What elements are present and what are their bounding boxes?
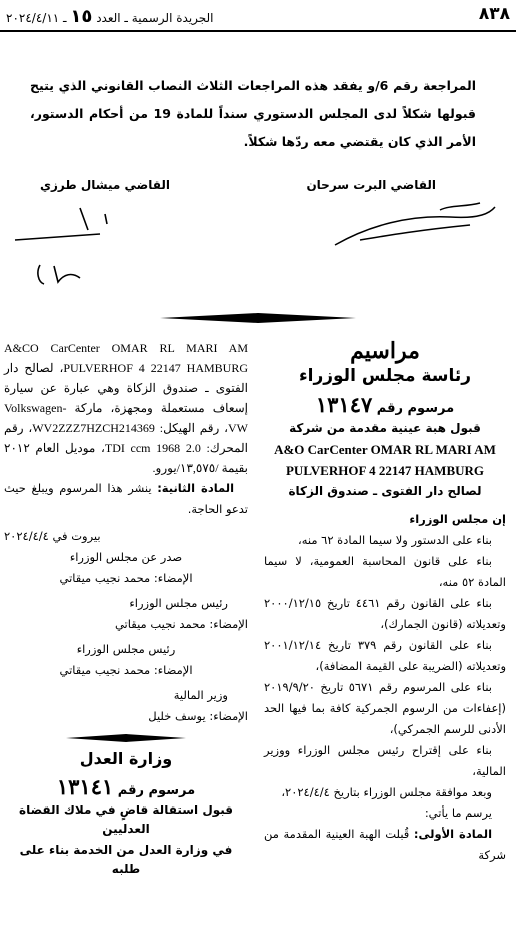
decree-subject-line2: لصالح دار الفتوى ـ صندوق الزكاة — [288, 484, 482, 498]
decree-subject-en1: A&O CarCenter OMAR RL MARI AM — [274, 442, 496, 457]
decree-subject-line1: قبول استقالة قاضٍ في ملاك القضاة العدليين — [18, 803, 234, 836]
article-1-label: المادة الأولى: — [413, 827, 493, 841]
decree-subject-line1: قبول هبة عينية مقدمة من شركة — [289, 421, 481, 435]
issued-by: صدر عن مجلس الوزراء — [69, 550, 183, 564]
signature-scribble-left — [10, 200, 130, 290]
article-1-continuation: A&CO CarCenter OMAR RL MARI AM PULVERHOF 4 22147 HAMBURG، لصالح دار الفتوى ـ صندوق الزكاة وهي عبارة عن سيارة إسعاف مستعملة ومجهزة، ماركة Volkswagen-VW، رقم الهيكل: WV2ZZZ7HZCH214369، رقم المحرك: 2.0 TDI ccm 1968، موديل العام ٢٠١٢ بقيمة /١٣,٥٧٥/يورو. — [4, 341, 248, 475]
intro-paragraph: المراجعة رقم 6/و يفقد هذه المراجعات الثلاث النصاب القانوني الذي يتيح قبولها شكلاً لدى المجلس الدستوري سنداً للمادة 19 من أحكام الدستور، الأمر الذي كان يقتضي معه ردّها شكلاً. — [30, 78, 477, 149]
section-divider — [66, 733, 186, 743]
decree-subject-line2: في وزارة العدل من الخدمة بناء على طلبه — [19, 843, 233, 876]
decree-heading — [4, 774, 248, 799]
page-header — [0, 0, 516, 34]
decree-number: ١٣١٤١ — [56, 774, 114, 799]
preamble-paragraph: وبعد موافقة مجلس الوزراء بتاريخ ٢٠٢٤/٤/٤، — [281, 785, 492, 799]
council-line: إن مجلس الوزراء — [409, 512, 506, 526]
preamble-paragraph: بناء على القانون رقم ٣٧٩ تاريخ ٢٠٠١/١٢/١٤ وتعديلاته (الضريبة على القيمة المضافة)، — [264, 638, 506, 673]
issue-number: ١٥ — [70, 6, 93, 27]
signature-line: الإمضاء: محمد نجيب ميقاتي — [59, 663, 193, 677]
decree-heading — [264, 392, 506, 417]
section-divider — [160, 311, 356, 325]
right-column — [264, 338, 506, 866]
preamble-paragraph: بناء على المرسوم رقم ٥٦٧١ تاريخ ٢٠١٩/٩/٢٠ (إعفاءات من الرسوم الجمركية كافة بما فيها الحد الأدنى للرسم الجمركي)، — [264, 680, 506, 736]
article-1 — [264, 824, 506, 866]
decree-label: مرسوم رقم — [376, 401, 455, 416]
finance-minister-title: وزير المالية — [173, 688, 228, 702]
gazette-info — [6, 6, 214, 27]
preamble-paragraph: بناء على القانون رقم ٤٤٦١ تاريخ ٢٠٠٠/١٢/١٥ وتعديلاته (قانون الجمارك)، — [264, 596, 506, 631]
signature-line: الإمضاء: يوسف خليل — [148, 709, 248, 723]
article-1-text: قُبلت الهبة العينية المقدمة من شركة — [264, 827, 506, 862]
signature-name-right: القاضي البرت سرحان — [306, 178, 436, 192]
signature-line: الإمضاء: محمد نجيب ميقاتي — [114, 617, 248, 631]
decree-number: ١٣١٤٧ — [315, 392, 373, 417]
section-title: مراسيم — [350, 338, 420, 364]
article-2 — [4, 478, 248, 520]
preamble-paragraph: بناء على الدستور ولا سيما المادة ٦٢ منه، — [297, 533, 492, 547]
preamble-paragraph: بناء على قانون المحاسبة العمومية، لا سيما المادة ٥٢ منه، — [264, 554, 506, 589]
decree-subject-en2: PULVERHOF 4 22147 HAMBURG — [285, 463, 484, 478]
preamble-paragraph: يرسم ما يأتي: — [424, 806, 492, 820]
article-2-text: ينشر هذا المرسوم ويبلغ حيث تدعو الحاجة. — [4, 481, 248, 516]
ministry-title: وزارة العدل — [79, 749, 173, 768]
pm-title: رئيس مجلس الوزراء — [76, 642, 176, 656]
signature-name-left: القاضي ميشال طرزي — [40, 178, 170, 192]
decree-label: مرسوم رقم — [117, 783, 196, 798]
gazette-name: الجريدة الرسمية ـ العدد — [96, 11, 214, 25]
place-date: بيروت في ٢٠٢٤/٤/٤ — [4, 529, 101, 543]
issue-date: ـ ٢٠٢٤/٤/١١ — [6, 11, 67, 25]
pm-title: رئيس مجلس الوزراء — [129, 596, 228, 610]
page-number: ٨٣٨ — [478, 4, 510, 24]
left-column — [4, 338, 248, 879]
signature-scribble-right — [330, 195, 500, 255]
article-2-label: المادة الثانية: — [157, 481, 235, 495]
authority-title: رئاسة مجلس الوزراء — [298, 366, 472, 386]
preamble-paragraph: بناء على إقتراح رئيس مجلس الوزراء ووزير المالية، — [264, 743, 506, 778]
signature-line: الإمضاء: محمد نجيب ميقاتي — [59, 571, 193, 585]
header-rule — [0, 30, 516, 32]
